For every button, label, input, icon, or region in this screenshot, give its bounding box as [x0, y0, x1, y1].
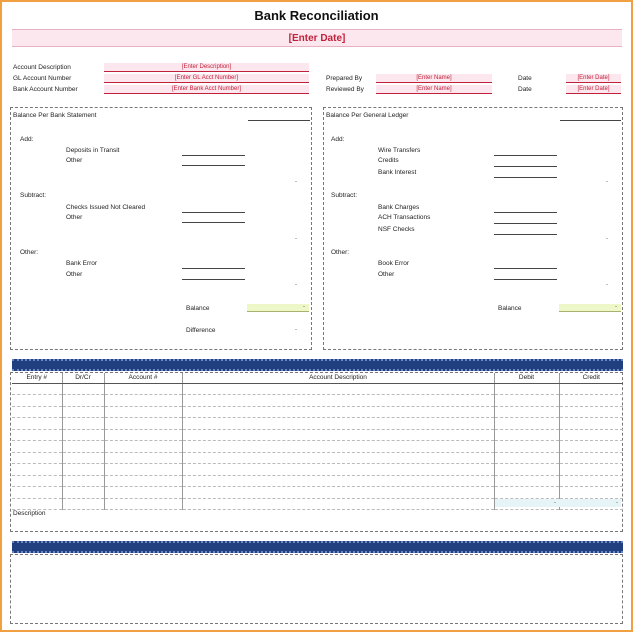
table-cell[interactable] [559, 452, 623, 464]
table-cell[interactable] [62, 429, 104, 441]
table-cell[interactable] [62, 406, 104, 418]
table-cell[interactable] [182, 406, 494, 418]
reviewed-by-field[interactable]: [Enter Name] [376, 85, 492, 94]
bank-statement-balance-line [248, 120, 310, 121]
bank-account-field[interactable]: [Enter Bank Acct Number] [104, 85, 309, 94]
deposits-in-transit-label: Deposits in Transit [66, 147, 120, 154]
date-placeholder: [Enter Date] [288, 33, 346, 44]
book-error-line[interactable] [494, 268, 557, 269]
table-cell[interactable] [104, 406, 182, 418]
table-cell[interactable] [559, 475, 623, 487]
table-cell[interactable] [104, 429, 182, 441]
bank-statement-heading: Balance Per Bank Statement [13, 112, 97, 119]
table-row [12, 395, 623, 407]
column-header-debit: Debit [494, 373, 559, 383]
deposits-in-transit-line[interactable] [182, 155, 245, 156]
table-cell[interactable] [494, 418, 559, 430]
bank-interest-label: Bank Interest [378, 169, 417, 176]
left-add-other-line[interactable] [182, 165, 245, 166]
left-subtract-total: - [295, 236, 297, 242]
table-cell[interactable] [12, 487, 62, 499]
table-cell[interactable] [559, 395, 623, 407]
checks-issued-line[interactable] [182, 212, 245, 213]
table-cell[interactable] [559, 441, 623, 453]
table-cell[interactable] [559, 418, 623, 430]
left-other-total: - [295, 282, 297, 288]
left-add-total: - [295, 179, 297, 185]
nsf-checks-label: NSF Checks [378, 226, 415, 233]
table-cell[interactable] [62, 395, 104, 407]
book-error-label: Book Error [378, 260, 410, 267]
column-header-credit: Credit [559, 373, 623, 383]
table-cell[interactable] [62, 498, 104, 510]
table-cell[interactable] [182, 429, 494, 441]
table-cell[interactable] [12, 395, 62, 407]
column-header-drcr: Dr/Cr [62, 373, 104, 383]
table-cell[interactable] [494, 487, 559, 499]
reviewed-date-label: Date [518, 86, 532, 93]
table-cell[interactable] [62, 487, 104, 499]
credits-line[interactable] [494, 166, 557, 167]
credits-label: Credits [378, 157, 399, 164]
general-ledger-panel [323, 107, 623, 350]
column-header-entry: Entry # [12, 373, 62, 383]
table-cell[interactable] [182, 498, 494, 510]
total-debit: - [495, 499, 559, 507]
bank-charges-line[interactable] [494, 212, 557, 213]
prepared-by-label: Prepared By [326, 75, 363, 82]
table-cell[interactable] [104, 418, 182, 430]
table-cell[interactable] [182, 487, 494, 499]
prepared-by-field[interactable]: [Enter Name] [376, 74, 492, 83]
table-cell[interactable] [494, 441, 559, 453]
general-ledger-heading: Balance Per General Ledger [326, 112, 409, 119]
right-other-other-line[interactable] [494, 279, 557, 280]
right-other-label: Other: [331, 249, 350, 256]
wire-transfers-label: Wire Transfers [378, 147, 421, 154]
column-header-account-number: Account # [104, 373, 182, 383]
right-balance-value: - [559, 304, 621, 312]
difference-value: - [295, 327, 297, 333]
bank-error-label: Bank Error [66, 260, 98, 267]
notes-header-bar [12, 541, 623, 553]
bank-statement-panel [10, 107, 312, 350]
bank-account-label: Bank Account Number [13, 86, 78, 93]
table-cell[interactable] [104, 452, 182, 464]
table-cell[interactable] [182, 395, 494, 407]
account-description-label: Account Description [13, 64, 71, 71]
left-add-other-label: Other [66, 157, 83, 164]
table-cell[interactable] [182, 383, 494, 395]
table-cell[interactable] [12, 383, 62, 395]
table-cell[interactable] [62, 464, 104, 476]
table-row [12, 464, 623, 476]
table-cell[interactable] [62, 418, 104, 430]
table-cell[interactable] [104, 383, 182, 395]
nsf-checks-line[interactable] [494, 234, 557, 235]
table-cell[interactable] [494, 464, 559, 476]
description-label: Description [13, 510, 46, 517]
column-header-account-description: Account Description [182, 373, 494, 383]
table-cell[interactable] [559, 406, 623, 418]
table-cell[interactable] [494, 383, 559, 395]
table-cell[interactable] [104, 475, 182, 487]
table-cell[interactable] [104, 395, 182, 407]
bank-error-line[interactable] [182, 268, 245, 269]
checks-issued-label: Checks Issued Not Cleared [66, 204, 146, 211]
table-cell[interactable] [559, 383, 623, 395]
left-balance-label: Balance [186, 305, 210, 312]
table-cell[interactable] [12, 475, 62, 487]
table-cell[interactable] [12, 418, 62, 430]
table-cell[interactable] [494, 429, 559, 441]
journal-table [12, 373, 623, 510]
page-title: Bank Reconciliation [254, 8, 379, 23]
left-balance-value: - [247, 304, 309, 312]
table-cell[interactable] [12, 441, 62, 453]
left-other-other-line[interactable] [182, 279, 245, 280]
general-ledger-balance-line [560, 120, 621, 121]
table-cell[interactable] [182, 452, 494, 464]
table-cell[interactable] [182, 441, 494, 453]
table-cell[interactable] [12, 464, 62, 476]
table-cell[interactable] [182, 464, 494, 476]
table-cell[interactable] [494, 475, 559, 487]
table-cell[interactable] [12, 429, 62, 441]
table-cell[interactable] [62, 441, 104, 453]
right-subtract-total: - [606, 236, 608, 242]
prepared-date-label: Date [518, 75, 532, 82]
table-row [12, 441, 623, 453]
table-row [12, 475, 623, 487]
left-other-other-label: Other [66, 271, 83, 278]
table-row [12, 383, 623, 395]
right-balance-label: Balance [498, 305, 522, 312]
total-credit: - [559, 499, 621, 507]
table-cell[interactable] [559, 487, 623, 499]
table-cell[interactable] [182, 418, 494, 430]
bank-interest-line[interactable] [494, 177, 557, 178]
reviewed-by-label: Reviewed By [326, 86, 364, 93]
table-cell[interactable] [182, 475, 494, 487]
prepared-date-field[interactable]: [Enter Date] [566, 74, 621, 83]
date-bar[interactable] [12, 29, 622, 47]
right-add-label: Add: [331, 136, 345, 143]
table-cell[interactable] [559, 429, 623, 441]
table-cell[interactable] [104, 441, 182, 453]
table-cell[interactable] [62, 452, 104, 464]
table-cell[interactable] [62, 383, 104, 395]
table-cell[interactable] [12, 406, 62, 418]
gl-account-label: GL Account Number [13, 75, 72, 82]
table-row [12, 418, 623, 430]
right-other-other-label: Other [378, 271, 395, 278]
table-cell[interactable] [104, 464, 182, 476]
table-row [12, 406, 623, 418]
table-row [12, 452, 623, 464]
table-cell[interactable] [559, 464, 623, 476]
right-other-total: - [606, 282, 608, 288]
gl-account-field[interactable]: [Enter GL Acct Number] [104, 74, 309, 83]
table-cell[interactable] [494, 452, 559, 464]
left-subtract-other-line[interactable] [182, 222, 245, 223]
journal-header-bar [12, 359, 623, 371]
left-add-label: Add: [20, 136, 34, 143]
notes-panel[interactable] [10, 554, 623, 624]
right-subtract-label: Subtract: [331, 192, 358, 199]
bank-charges-label: Bank Charges [378, 204, 420, 211]
table-cell[interactable] [12, 498, 62, 510]
left-subtract-other-label: Other [66, 214, 83, 221]
right-add-total: - [606, 179, 608, 185]
table-cell[interactable] [104, 498, 182, 510]
account-description-field[interactable]: [Enter Description] [104, 63, 309, 72]
table-cell[interactable] [104, 487, 182, 499]
table-row [12, 487, 623, 499]
table-row [12, 429, 623, 441]
left-other-label: Other: [20, 249, 39, 256]
reviewed-date-field[interactable]: [Enter Date] [566, 85, 621, 94]
left-subtract-label: Subtract: [20, 192, 47, 199]
table-cell[interactable] [494, 406, 559, 418]
table-cell[interactable] [62, 475, 104, 487]
journal-header-row [12, 373, 623, 383]
difference-label: Difference [186, 327, 216, 334]
table-cell[interactable] [494, 395, 559, 407]
ach-transactions-line[interactable] [494, 223, 557, 224]
wire-transfers-line[interactable] [494, 155, 557, 156]
table-cell[interactable] [12, 452, 62, 464]
ach-transactions-label: ACH Transactions [378, 214, 431, 221]
